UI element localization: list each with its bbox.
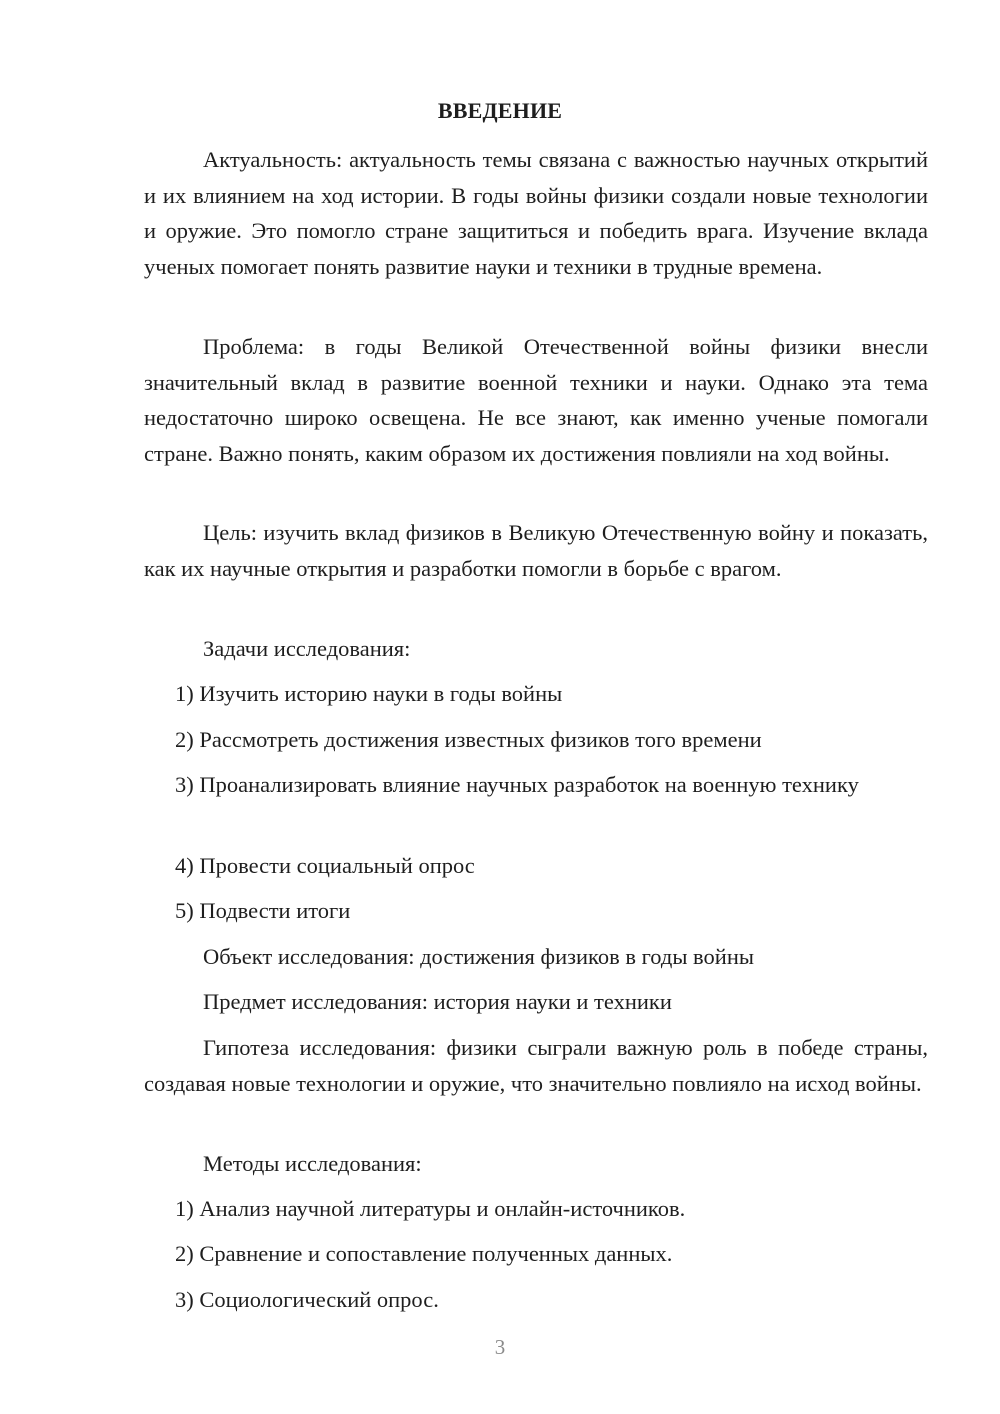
page-number: 3	[494, 1335, 506, 1359]
task-item: 1) Изучить историю науки в годы войны	[175, 681, 563, 706]
method-item: 2) Сравнение и сопоставление полученных данных.	[175, 1241, 673, 1266]
method-item: 3) Социологический опрос.	[175, 1287, 439, 1312]
task-item: 2) Рассмотреть достижения известных физиков того времени	[175, 727, 762, 752]
task-item: 4) Провести социальный опрос	[175, 853, 475, 878]
task-item: 3) Проанализировать влияние научных разработок на военную технику	[175, 772, 859, 797]
task-item: 5) Подвести итоги	[175, 898, 351, 923]
problem-paragraph: Проблема: в годы Великой Отечественной войны физики внесли значительный вклад в развитие военной техники и науки. Однако эта тема недостаточно широко освещена. Не все знают, как именно ученые помогали стране. Важно понять, каким образом их достижения повлияли на ход войны.	[144, 334, 928, 466]
object-line: Объект исследования: достижения физиков в годы войны	[203, 944, 754, 969]
subject-line: Предмет исследования: история науки и техники	[203, 989, 672, 1014]
goal-paragraph: Цель: изучить вклад физиков в Великую Отечественную войну и показать, как их научные открытия и разработки помогли в борьбе с врагом.	[144, 520, 928, 581]
tasks-heading: Задачи исследования:	[203, 636, 411, 661]
methods-heading: Методы исследования:	[203, 1151, 422, 1176]
page-title: ВВЕДЕНИЕ	[437, 98, 563, 123]
hypothesis-paragraph: Гипотеза исследования: физики сыграли важную роль в победе страны, создавая новые технологии и оружие, что значительно повлияло на исход войны.	[144, 1035, 928, 1096]
method-item: 1) Анализ научной литературы и онлайн-источников.	[175, 1196, 686, 1221]
relevance-paragraph: Актуальность: актуальность темы связана с важностью научных открытий и их влиянием на ход истории. В годы войны физики создали новые технологии и оружие. Это помогло стране защититься и победить врага. Изучение вклада ученых помогает понять развитие науки и техники в трудные времена.	[144, 147, 928, 279]
